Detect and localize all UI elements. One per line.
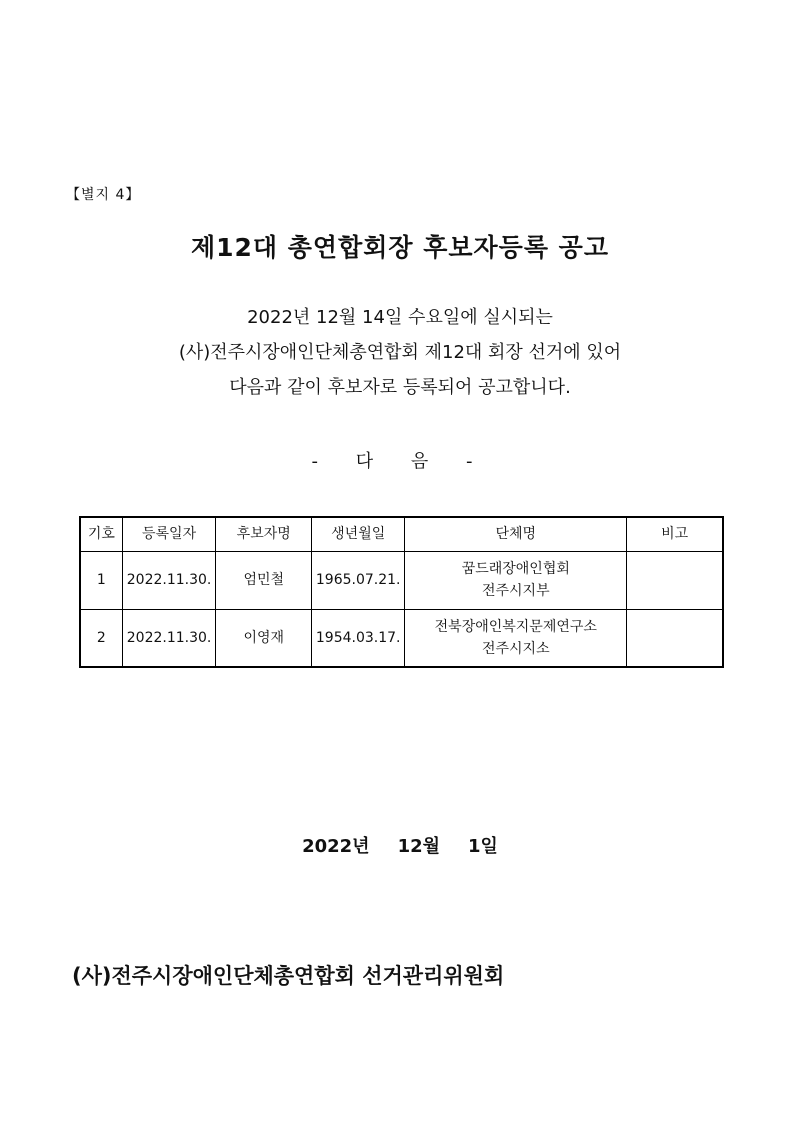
cell-birth-date: 1965.07.21. <box>312 551 405 609</box>
cell-note <box>627 609 723 667</box>
cell-note <box>627 551 723 609</box>
header-organization: 단체명 <box>405 517 627 551</box>
annex-label: 【별지 4】 <box>66 187 141 203</box>
following-label: - 다 음 - <box>311 451 489 472</box>
header-registration-date: 등록일자 <box>122 517 216 551</box>
organization-line: 전주시지부 <box>481 583 550 599</box>
table-header-row <box>80 517 723 551</box>
intro-line: 다음과 같이 후보자로 등록되어 공고합니다. <box>229 377 571 398</box>
document-title: 제12대 총연합회장 후보자등록 공고 <box>190 233 609 262</box>
cell-organization <box>405 609 627 667</box>
document-date <box>0 832 800 858</box>
intro-line: (사)전주시장애인단체총연합회 제12대 회장 선거에 있어 <box>178 342 622 363</box>
cell-candidate-name: 엄민철 <box>216 551 312 609</box>
table-row <box>80 551 723 609</box>
header-number: 기호 <box>80 517 122 551</box>
cell-candidate-name: 이영재 <box>216 609 312 667</box>
header-birth-date: 생년월일 <box>312 517 405 551</box>
table-row <box>80 609 723 667</box>
cell-registration-date: 2022.11.30. <box>122 609 216 667</box>
organization-line: 꿈드래장애인협회 <box>461 561 570 577</box>
header-note: 비고 <box>627 517 723 551</box>
cell-registration-date: 2022.11.30. <box>122 551 216 609</box>
cell-number: 2 <box>80 609 122 667</box>
organization-line: 전북장애인복지문제연구소 <box>434 618 597 635</box>
issuer-name: (사)전주시장애인단체총연합회 선거관리위원회 <box>72 964 505 988</box>
intro-paragraph <box>0 300 800 405</box>
date-day: 1일 <box>468 836 498 857</box>
date-month: 12월 <box>397 836 440 857</box>
intro-line: 2022년 12월 14일 수요일에 실시되는 <box>247 307 553 328</box>
cell-birth-date: 1954.03.17. <box>312 609 405 667</box>
header-candidate-name: 후보자명 <box>216 517 312 551</box>
cell-organization <box>405 551 627 609</box>
date-year: 2022년 <box>302 836 370 857</box>
organization-line: 전주시지소 <box>481 640 550 657</box>
candidate-table <box>79 516 724 668</box>
cell-number: 1 <box>80 551 122 609</box>
